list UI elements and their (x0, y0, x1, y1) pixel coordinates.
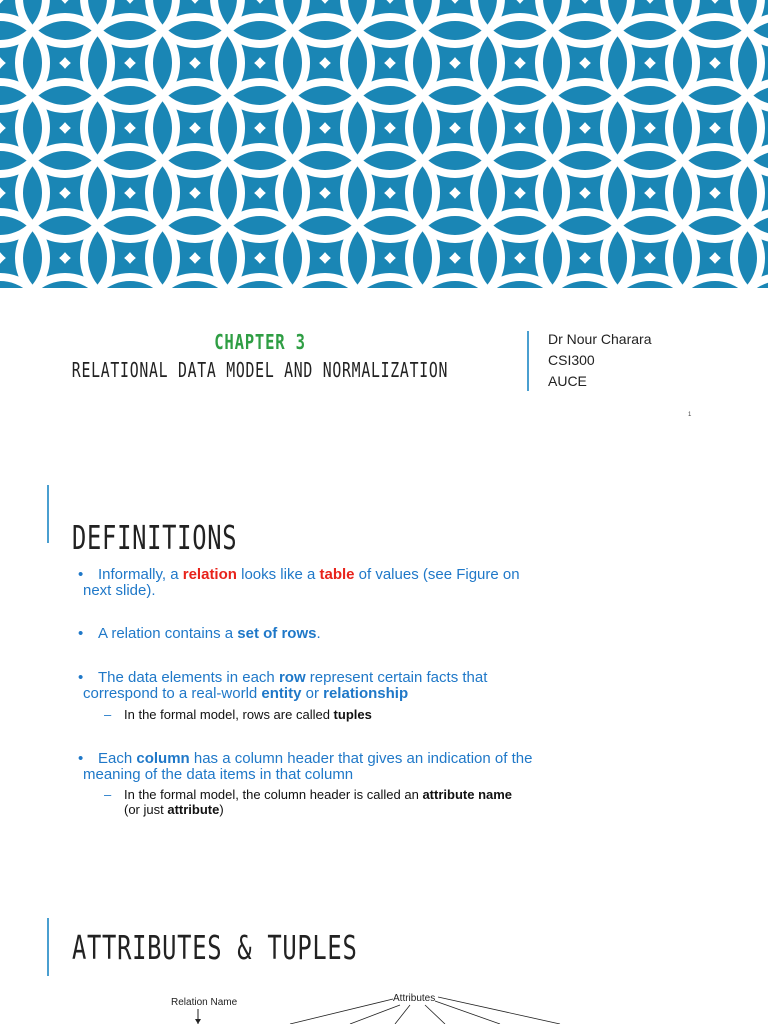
title-block (0, 330, 520, 382)
course-code: CSI300 (548, 352, 595, 368)
definition-bullet-2: • A relation contains a set of rows. (78, 625, 321, 642)
attribute-line-5 (435, 1001, 500, 1024)
attributes-accent-bar (47, 918, 49, 976)
chapter-label: CHAPTER 3 (214, 330, 306, 354)
institution: AUCE (548, 373, 587, 389)
definition-bullet-1: • Informally, a relation looks like a table of values (see Figure on next slide). (78, 566, 520, 599)
author-block (548, 329, 651, 392)
author-name: Dr Nour Charara (548, 331, 652, 347)
circle-pattern (0, 0, 768, 288)
attribute-line-3 (395, 1005, 410, 1024)
relation-name-label: Relation Name (171, 997, 238, 1008)
relation-name-arrowhead (195, 1019, 201, 1024)
relation-diagram (110, 985, 670, 1024)
page-number: 1 (688, 412, 692, 418)
definitions-heading: DEFINITIONS (72, 518, 238, 557)
definitions-accent-bar (47, 485, 49, 543)
definition-sub-4: – In the formal model, the column header is called an attribute name (or just attribute) (104, 787, 513, 817)
attribute-line-4 (425, 1005, 445, 1024)
attribute-line-1 (290, 999, 393, 1024)
attributes-heading: ATTRIBUTES & TUPLES (72, 928, 358, 967)
title-divider (527, 331, 529, 391)
definition-sub-3: – In the formal model, rows are called tuples (104, 707, 372, 722)
slide-title: RELATIONAL DATA MODEL AND NORMALIZATION (71, 358, 449, 382)
attributes-label: Attributes (393, 993, 436, 1004)
definition-bullet-4: • Each column has a column header that gives an indication of the meaning of the data items in that column (78, 750, 533, 783)
definition-bullet-3: • The data elements in each row represent certain facts that correspond to a real-world entity or relationship (78, 669, 488, 702)
header-banner (0, 0, 768, 288)
attribute-line-6 (438, 997, 560, 1024)
